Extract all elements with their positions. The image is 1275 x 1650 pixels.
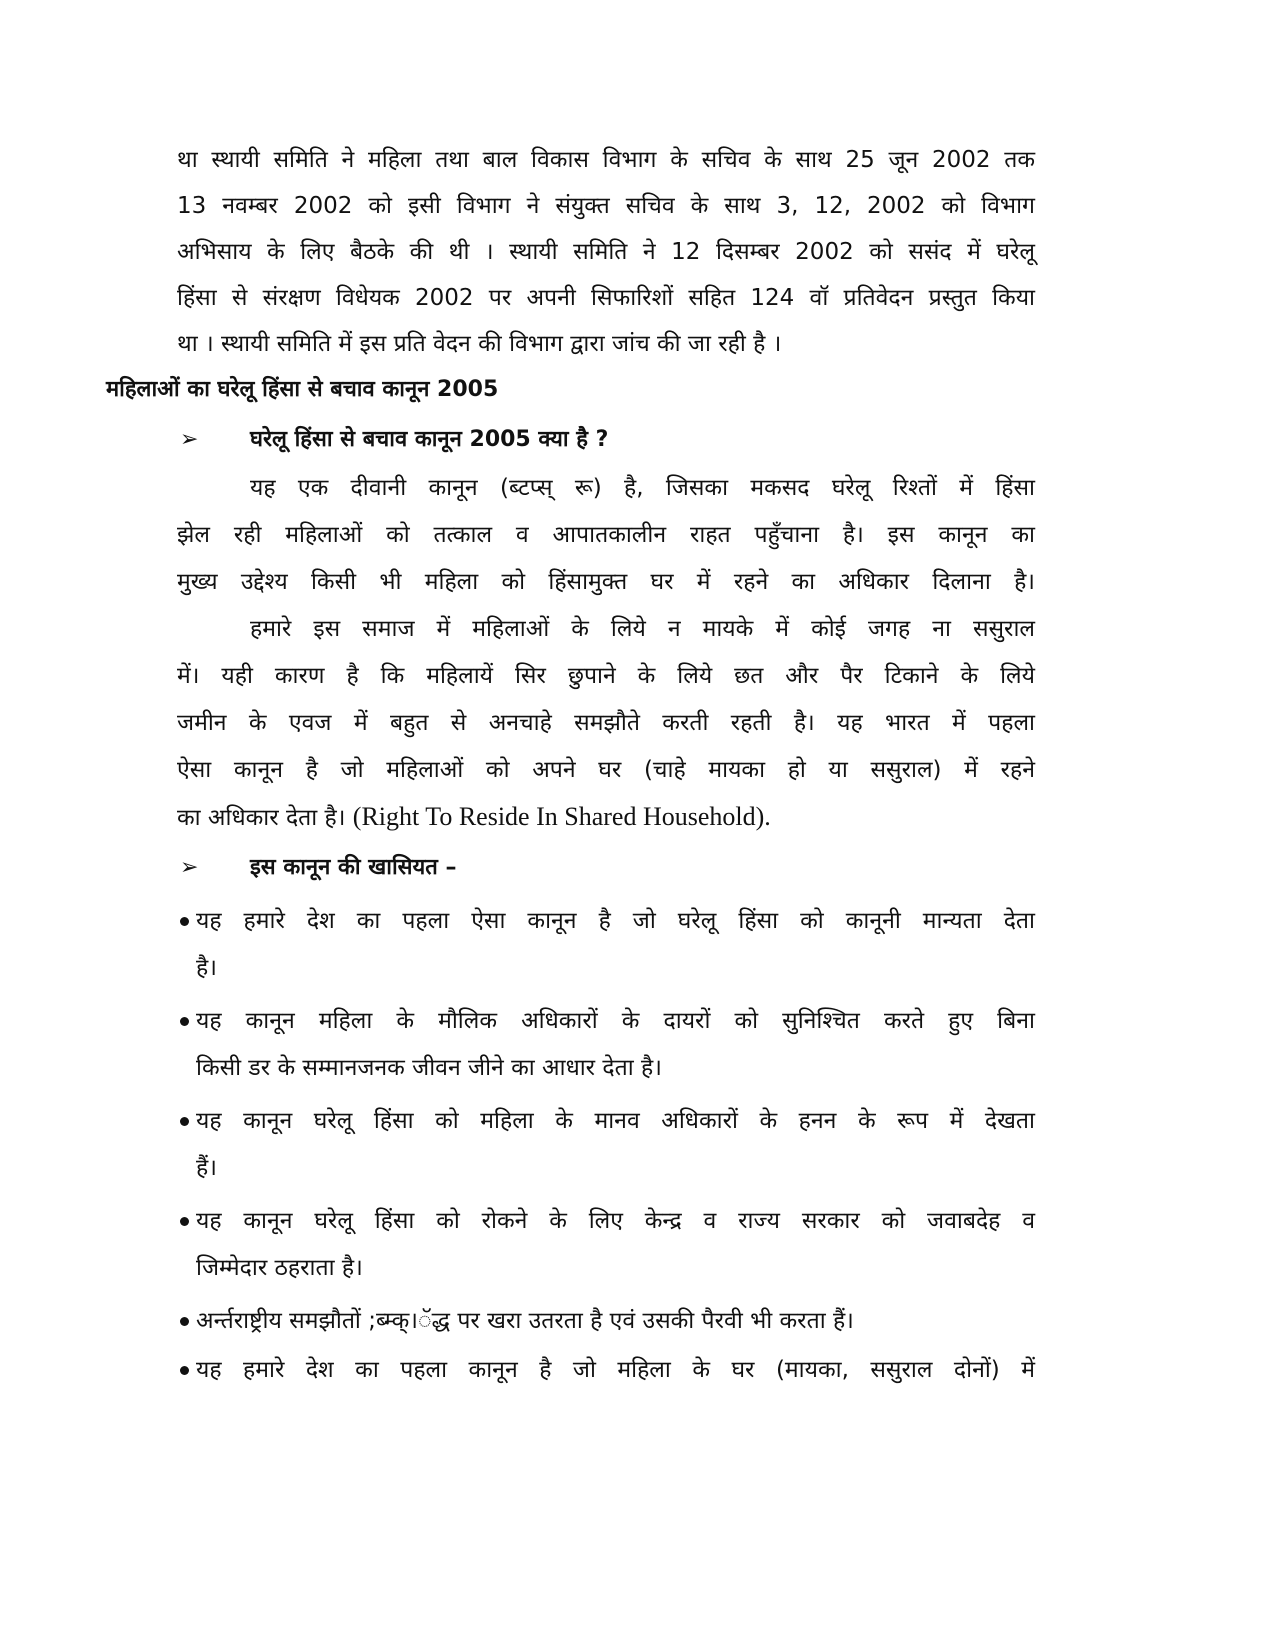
subsection-heading-1: घरेलू हिंसा से बचाव कानून 2005 क्या है ?: [250, 427, 609, 452]
intro-line-4: हिंसा से संरक्षण विधेयक 2002 पर अपनी सिफारिशों सहित 124 वॉ प्रतिवेदन प्रस्तुत किया: [177, 285, 1035, 311]
bullet-5-line-1: अर्न्तराष्ट्रीय समझौतों ;ब्म्क्।ॅद्ध पर खरा उतरता है एवं उसकी पैरवी भी करता हैं।: [196, 1308, 854, 1334]
para2-line-1: हमारे इस समाज में महिलाओं के लिये न मायके में कोई जगह ना ससुराल: [250, 616, 1035, 642]
para2-line-2: में। यही कारण है कि महिलायें सिर छुपाने के लिये छत और पैर टिकाने के लिये: [177, 663, 1035, 689]
bullet-dot-icon: [180, 1117, 189, 1126]
para2-last-hindi: का अधिकार देता है।: [177, 805, 353, 831]
bullet-1-line-1: यह हमारे देश का पहला ऐसा कानून है जो घरेलू हिंसा को कानूनी मान्यता देता: [196, 908, 1035, 934]
para1-line-3: मुख्य उद्देश्य किसी भी महिला को हिंसामुक्त घर में रहने का अधिकार दिलाना है।: [177, 569, 1035, 595]
bullet-dot-icon: [180, 1366, 189, 1375]
bullet-4-line-2: जिम्मेदार ठहराता है।: [196, 1255, 363, 1281]
bullet-dot-icon: [180, 1317, 189, 1326]
intro-line-3: अभिसाय के लिए बैठके की थी । स्थायी समिति ने 12 दिसम्बर 2002 को ससंद में घरेलू: [177, 239, 1035, 265]
para1-line-2: झेल रही महिलाओं को तत्काल व आपातकालीन राहत पहुँचाना है। इस कानून का: [177, 522, 1035, 548]
bullet-2-line-2: किसी डर के सम्मानजनक जीवन जीने का आधार देता है।: [196, 1055, 662, 1081]
para2-line-4: ऐसा कानून है जो महिलाओं को अपने घर (चाहे मायका हो या ससुराल) में रहने: [177, 757, 1035, 783]
bullet-3-line-1: यह कानून घरेलू हिंसा को महिला के मानव अधिकारों के हनन के रूप में देखता: [196, 1108, 1035, 1134]
bullet-3-line-2: हैं।: [196, 1155, 217, 1181]
para2-line-3: जमीन के एवज में बहुत से अनचाहे समझौते करती रहती है। यह भारत में पहला: [177, 710, 1035, 736]
bullet-dot-icon: [180, 917, 189, 926]
para2-last-english: (Right To Reside In Shared Household).: [352, 802, 771, 831]
arrow-bullet-icon: ➢: [180, 855, 199, 880]
bullet-6-line-1: यह हमारे देश का पहला कानून है जो महिला के घर (मायका, ससुराल दोनों) में: [196, 1357, 1035, 1383]
para1-line-1: यह एक दीवानी कानून (ब्टप्स् रू) है, जिसका मकसद घरेलू रिश्तों में हिंसा: [250, 475, 1035, 501]
bullet-1-line-2: है।: [196, 955, 217, 981]
bullet-dot-icon: [180, 1217, 189, 1226]
intro-line-5: था । स्थायी समिति में इस प्रति वेदन की विभाग द्वारा जांच की जा रही है ।: [177, 331, 782, 357]
subsection-heading-2: इस कानून की खासियत –: [250, 855, 457, 880]
bullet-dot-icon: [180, 1017, 189, 1026]
para2-line-5: [177, 801, 771, 834]
arrow-bullet-icon: ➢: [180, 427, 199, 452]
bullet-2-line-1: यह कानून महिला के मौलिक अधिकारों के दायरों को सुनिश्चित करते हुए बिना: [196, 1008, 1035, 1034]
intro-line-2: 13 नवम्बर 2002 को इसी विभाग ने संयुक्त सचिव के साथ 3, 12, 2002 को विभाग: [177, 193, 1035, 219]
bullet-4-line-1: यह कानून घरेलू हिंसा को रोकने के लिए केन्द्र व राज्य सरकार को जवाबदेह व: [196, 1208, 1035, 1234]
section-heading: महिलाओं का घरेलू हिंसा से बचाव कानून 2005: [106, 377, 499, 402]
intro-line-1: था स्थायी समिति ने महिला तथा बाल विकास विभाग के सचिव के साथ 25 जून 2002 तक: [177, 147, 1035, 173]
